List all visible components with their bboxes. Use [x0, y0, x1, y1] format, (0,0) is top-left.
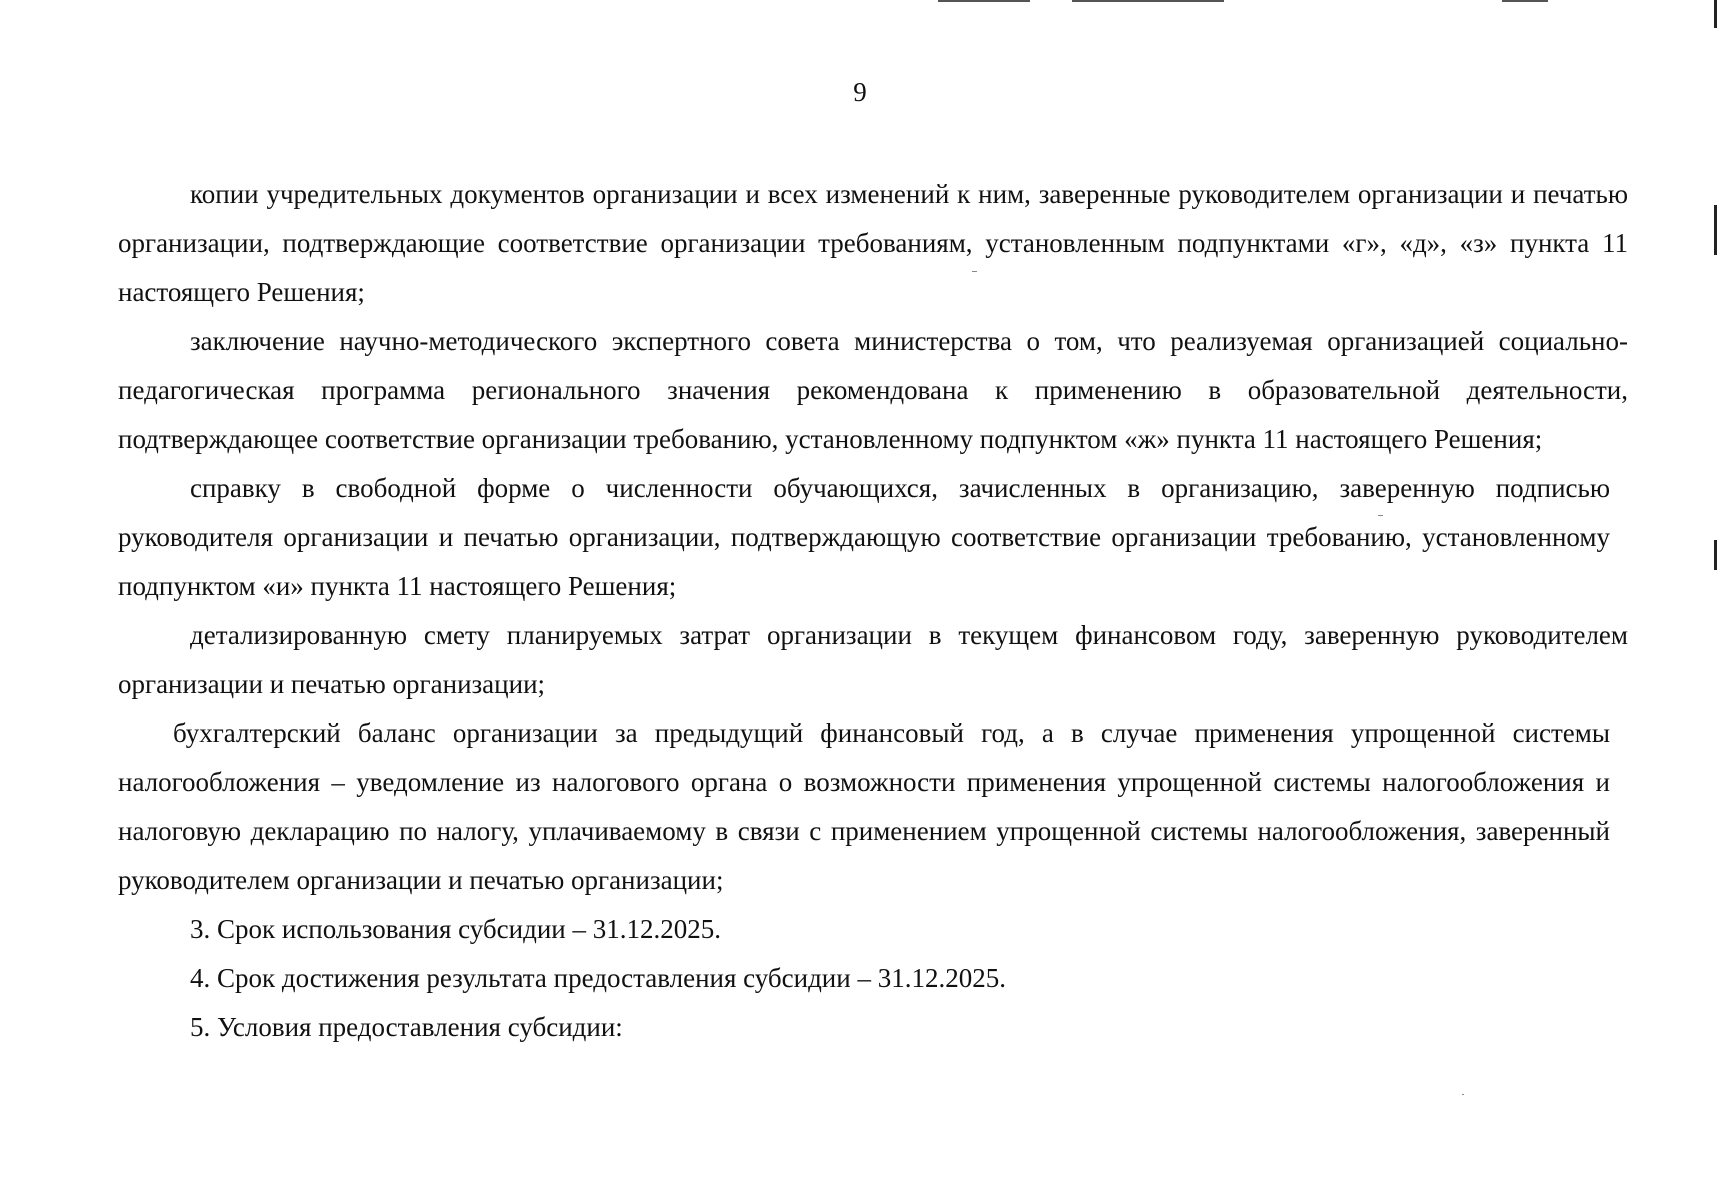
paragraph-founding-documents: копии учредительных документов организации и всех изменений к ним, заверенные руководителем организации и печатью организации, подтверждающие соответствие организации требованиям, установленным подпунктами «г», «д», «з» пункта 11 настоящего Решения; [118, 179, 1628, 307]
paragraph-student-count-certificate: справку в свободной форме о численности обучающихся, зачисленных в организацию, заверенную подписью руководителя организации и печатью организации, подтверждающую соответствие организации требованию, установленному подпунктом «и» пункта 11 настоящего Решения; [118, 473, 1610, 601]
scan-edge-mark [1714, 0, 1717, 28]
document-body [118, 170, 1628, 1052]
scan-edge-mark [1714, 205, 1717, 255]
scan-edge-mark [1714, 540, 1717, 570]
page-number: 9 [853, 77, 867, 107]
paragraph-expert-council-conclusion: заключение научно-методического экспертного совета министерства о том, что реализуемая организацией социально-педагогическая программа регионального значения рекомендована к применению в образовательной деятельности, подтверждающее соответствие организации требованию, установленному подпунктом «ж» пункта 11 настоящего Решения; [118, 326, 1628, 454]
paragraph-accounting-balance: бухгалтерский баланс организации за предыдущий финансовый год, а в случае применения упрощенной системы налогообложения – уведомление из налогового органа о возможности применения упрощенной системы налогообложения и налоговую декларацию по налогу, уплачиваемому в связи с применением упрощенной системы налогообложения, заверенный руководителем организации и печатью организации; [118, 718, 1610, 895]
paragraph-subsidy-usage-term: 3. Срок использования субсидии – 31.12.2025. [190, 914, 721, 944]
paragraph-cost-estimate: детализированную смету планируемых затрат организации в текущем финансовом году, заверенную руководителем организации и печатью организации; [118, 620, 1628, 699]
scan-edge-rule [1502, 0, 1548, 2]
paragraph-subsidy-conditions: 5. Условия предоставления субсидии: [190, 1012, 623, 1042]
scan-edge-rule [938, 0, 1030, 2]
scan-edge-rule [1072, 0, 1224, 2]
scan-speck [1462, 1094, 1464, 1095]
paragraph-result-achievement-term: 4. Срок достижения результата предоставления субсидии – 31.12.2025. [190, 963, 1006, 993]
